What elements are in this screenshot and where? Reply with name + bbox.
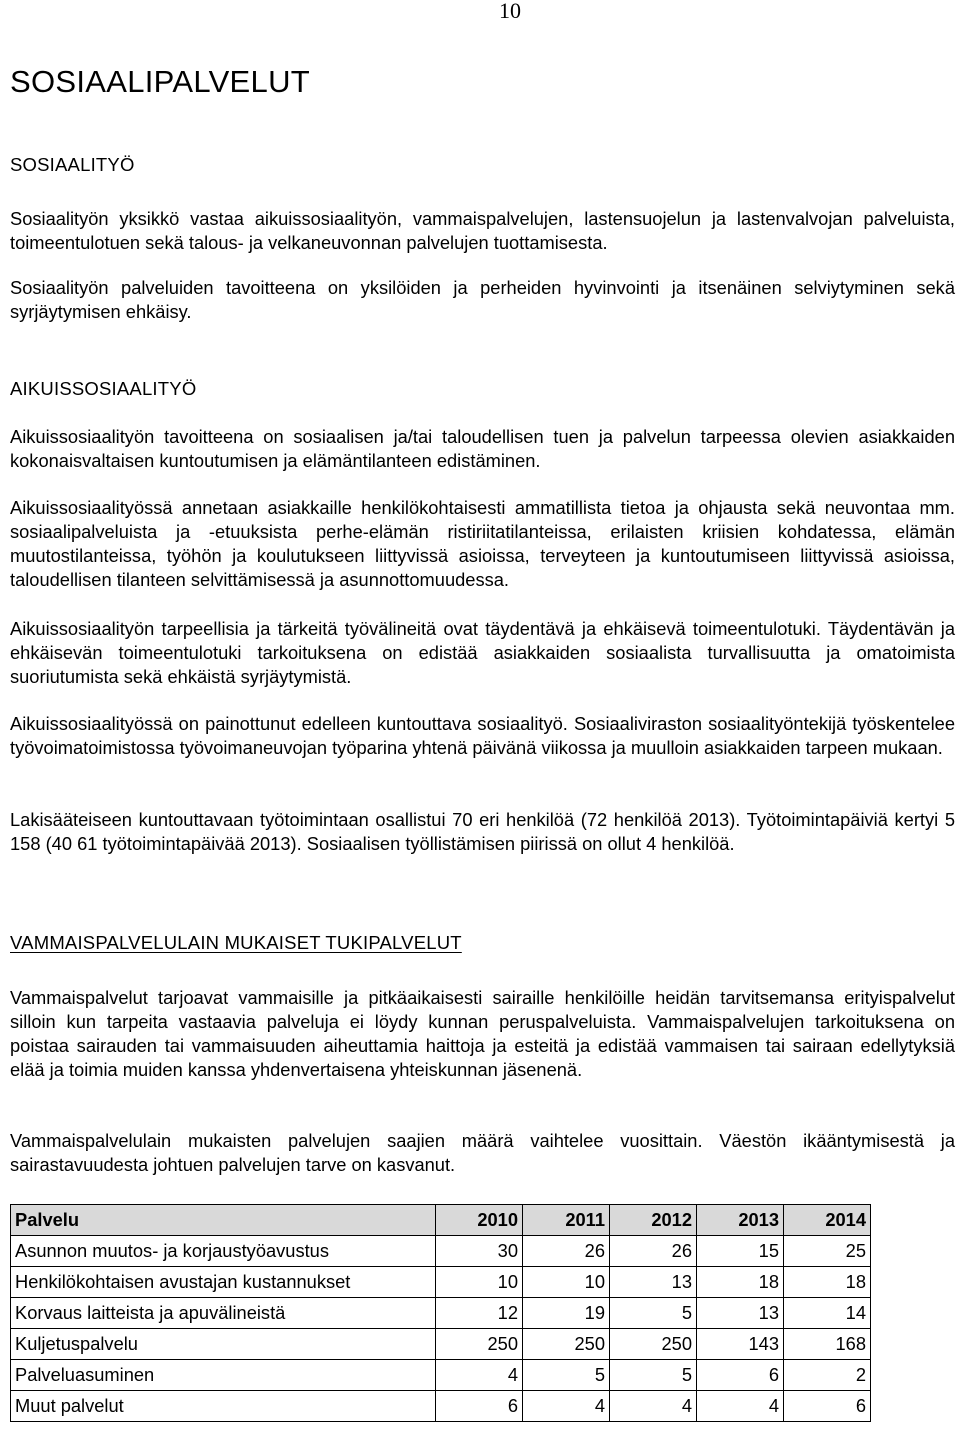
table-cell: 5: [610, 1360, 697, 1391]
table-row: [11, 1267, 871, 1298]
table-header-row: [11, 1205, 871, 1236]
table-cell: 4: [523, 1391, 610, 1422]
paragraph: Sosiaalityön palveluiden tavoitteena on yksilöiden ja perheiden hyvinvointi ja itsenäinen selviytyminen sekä syrjäytymisen ehkäisy.: [10, 277, 955, 322]
table-cell: Henkilökohtaisen avustajan kustannukset: [11, 1267, 436, 1298]
table-cell: 6: [784, 1391, 871, 1422]
table-cell: Palveluasuminen: [11, 1360, 436, 1391]
table-cell: Kuljetuspalvelu: [11, 1329, 436, 1360]
table-cell: 26: [523, 1236, 610, 1267]
table-cell: 250: [436, 1329, 523, 1360]
header-cell: 2012: [610, 1205, 697, 1236]
table-row: [11, 1360, 871, 1391]
paragraph: Aikuissosiaalityössä on painottunut edelleen kuntouttava sosiaalityö. Sosiaaliviraston sosiaalityöntekijä työskentelee työvoimatoimistossa työvoimaneuvojan työparina yhtenä päivänä viikossa ja muulloin asiakkaiden tarpeen mukaan.: [10, 713, 955, 758]
section-heading-vammaispalvelut: VAMMAISPALVELULAIN MUKAISET TUKIPALVELUT: [10, 932, 462, 953]
table-cell: 6: [436, 1391, 523, 1422]
paragraph: Vammaispalvelut tarjoavat vammaisille ja pitkäaikaisesti sairaille henkilöille heidän tarvitsemansa erityispalvelut silloin kun tarpeita vastaavia palveluja ei löydy kunnan peruspalveluista. Vammaispalvelujen tarkoituksena on poistaa sairauden tai vammaisuuden aiheuttamia haittoja ja esteitä ja edistää vammaisen tai sairaan edellytyksiä elää ja toimia muiden kanssa yhdenvertaisena yhteiskunnan jäsenenä.: [10, 987, 955, 1080]
table-cell: 15: [697, 1236, 784, 1267]
table-cell: Korvaus laitteista ja apuvälineistä: [11, 1298, 436, 1329]
paragraph: Sosiaalityön yksikkö vastaa aikuissosiaalityön, vammaispalvelujen, lastensuojelun ja lastenvalvojan palveluista, toimeentulotuen sekä talous- ja velkaneuvonnan palvelujen tuottamisesta.: [10, 208, 955, 253]
table-cell: 250: [523, 1329, 610, 1360]
table-cell: 25: [784, 1236, 871, 1267]
table-cell: Asunnon muutos- ja korjaustyöavustus: [11, 1236, 436, 1267]
table-cell: 5: [610, 1298, 697, 1329]
services-table: [10, 1204, 871, 1422]
table-cell: 250: [610, 1329, 697, 1360]
table-cell: 30: [436, 1236, 523, 1267]
table-cell: 4: [610, 1391, 697, 1422]
table-cell: 143: [697, 1329, 784, 1360]
table-cell: 18: [784, 1267, 871, 1298]
table-cell: 5: [523, 1360, 610, 1391]
table-cell: 10: [436, 1267, 523, 1298]
table-cell: 2: [784, 1360, 871, 1391]
table-row: [11, 1329, 871, 1360]
table-row: [11, 1298, 871, 1329]
table-row: [11, 1391, 871, 1422]
page-title: SOSIAALIPALVELUT: [10, 64, 310, 99]
table-cell: 19: [523, 1298, 610, 1329]
page-number: 10: [499, 0, 521, 23]
paragraph: Aikuissosiaalityössä annetaan asiakkaille henkilökohtaisesti ammatillista tietoa ja ohjausta sekä neuvontaa mm. sosiaalipalveluista ja -etuuksista perhe-elämän ristiriitatilanteissa, erilaisten kriisien kohdatessa, elämän muutostilanteissa, työhön ja koulutukseen liittyvissä asioissa, terveyteen ja kuntoutumiseen liittyvissä asioissa, taloudellisen tilanteen selvittämisessä ja asunnottomuudessa.: [10, 497, 955, 590]
table-cell: 168: [784, 1329, 871, 1360]
paragraph: Aikuissosiaalityön tarpeellisia ja tärkeitä työvälineitä ovat täydentävä ja ehkäisevä toimeentulotuki. Täydentävän ja ehkäisevän toimeentulotuki tarkoituksena on edistää asiakkaiden sosiaalista turvallisuutta ja omatoimista suoriutumista sekä ehkäistä syrjäytymistä.: [10, 618, 955, 687]
paragraph: Aikuissosiaalityön tavoitteena on sosiaalisen ja/tai taloudellisen tuen ja palvelun tarpeessa olevien asiakkaiden kokonaisvaltaisen kuntoutumisen ja elämäntilanteen edistäminen.: [10, 426, 955, 471]
table-cell: 12: [436, 1298, 523, 1329]
table-cell: 4: [697, 1391, 784, 1422]
section-heading-sosiaalityo: SOSIAALITYÖ: [10, 154, 135, 175]
table-cell: 14: [784, 1298, 871, 1329]
section-heading-aikuissosiaalityo: AIKUISSOSIAALITYÖ: [10, 378, 197, 399]
header-cell: 2014: [784, 1205, 871, 1236]
table-cell: 18: [697, 1267, 784, 1298]
table-row: [11, 1236, 871, 1267]
header-cell: Palvelu: [11, 1205, 436, 1236]
table-cell: 13: [697, 1298, 784, 1329]
table-cell: 10: [523, 1267, 610, 1298]
table-cell: 26: [610, 1236, 697, 1267]
table-cell: 6: [697, 1360, 784, 1391]
paragraph: Vammaispalvelulain mukaisten palvelujen saajien määrä vaihtelee vuosittain. Väestön ikääntymisestä ja sairastavuudesta johtuen palvelujen tarve on kasvanut.: [10, 1130, 955, 1175]
table-cell: 4: [436, 1360, 523, 1391]
header-cell: 2010: [436, 1205, 523, 1236]
table-cell: 13: [610, 1267, 697, 1298]
paragraph: Lakisääteiseen kuntouttavaan työtoimintaan osallistui 70 eri henkilöä (72 henkilöä 2013). Työtoimintapäiviä kertyi 5 158 (40 61 työtoimintapäivää 2013). Sosiaalisen työllistämisen piirissä on ollut 4 henkilöä.: [10, 809, 955, 854]
header-cell: 2013: [697, 1205, 784, 1236]
table-cell: Muut palvelut: [11, 1391, 436, 1422]
header-cell: 2011: [523, 1205, 610, 1236]
